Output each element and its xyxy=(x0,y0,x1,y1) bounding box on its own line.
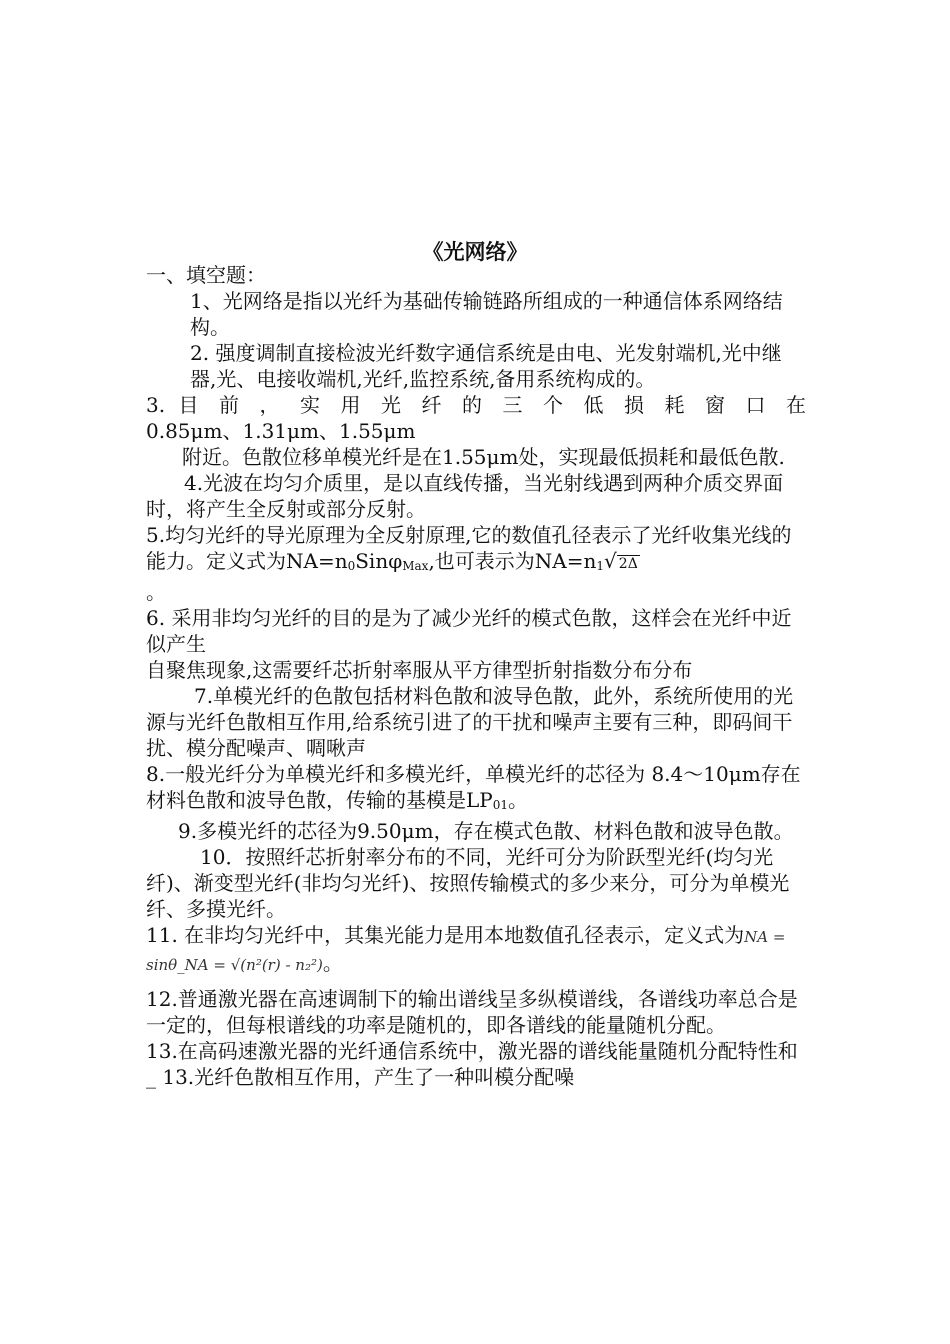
question-1: 1、光网络是指以光纤为基础传输链路所组成的一种通信体系网络结构。 xyxy=(190,289,783,339)
question-6-line-2: 自聚焦现象,这需要纤芯折射率服从平方律型折射指数分布分布 xyxy=(146,658,693,682)
q5-subscript-max: Max xyxy=(402,559,429,573)
question-4: 4.光波在均匀介质里，是以直线传播，当光射线遇到两种介质交界面时，将产生全反射或部分反射。 xyxy=(146,471,784,521)
q5-subscript-1: 1 xyxy=(596,559,605,573)
q5-tail: ,也可表示为NA=n xyxy=(428,549,597,573)
q8-end: 。 xyxy=(508,788,529,812)
q5-text: 5.均匀光纤的导光原理为全反射原理,它的数值孔径表示了光纤收集光线的能力。定义式为NA=n xyxy=(146,523,792,573)
question-8 xyxy=(146,761,806,818)
question-5 xyxy=(146,522,806,605)
document-body xyxy=(146,262,806,1090)
question-7: 7.单模光纤的色散包括材料色散和波导色散，此外，系统所使用的光源与光纤色散相互作用,给系统引进了的干扰和噪声主要有三种，即码间干扰、模分配噪声、啁啾声 xyxy=(146,684,794,760)
q5-subscript-0: 0 xyxy=(347,559,356,573)
question-3-line-1: 3. 目 前 ， 实 用 光 纤 的 三 个 低 损 耗 窗 口 在 xyxy=(146,393,806,417)
question-6-line-1: 6. 采用非均匀光纤的目的是为了减少光纤的模式色散，这样会在光纤中近似产生 xyxy=(146,606,792,656)
q8-subscript: 01 xyxy=(492,798,509,812)
question-12: 12.普通激光器在高速调制下的输出谱线呈多纵模谱线，各谱线功率总合是一定的，但每根谱线的功率是随机的，即各谱线的能量随机分配。 xyxy=(146,987,798,1037)
q8-text: 8.一般光纤分为单模光纤和多模光纤，单模光纤的芯径为 8.4～10μm存在材料色散和波导色散，传输的基模是LP xyxy=(146,762,801,812)
document-title: 《光网络》 xyxy=(422,239,528,264)
question-9: 9.多模光纤的芯径为9.50μm，存在模式色散、材料色散和波导色散。 xyxy=(178,819,794,843)
question-3-line-3: 附近。色散位移单模光纤是在1.55μm处，实现最低损耗和最低色散. xyxy=(182,445,785,469)
spacer xyxy=(146,978,806,986)
question-10: 10．按照纤芯折射率分布的不同，光纤可分为阶跃型光纤(均匀光纤)、渐变型光纤(非均匀光纤)、按照传输模式的多少来分，可分为单模光纤、多摸光纤。 xyxy=(146,845,790,921)
q5-end: 。 xyxy=(146,580,166,604)
q11-end: 。 xyxy=(322,951,343,975)
q5-mid: Sinφ xyxy=(355,549,403,573)
section-heading: 一、填空题： xyxy=(146,263,266,287)
question-13: 13.在高码速激光器的光纤通信系统中，激光器的谱线能量随机分配特性和_ 13.光纤色散相互作用，产生了一种叫模分配噪 xyxy=(146,1039,798,1089)
sqrt-icon: √ xyxy=(604,549,617,573)
question-3-line-2: 0.85μm、1.31μm、1.55μm xyxy=(146,419,416,443)
question-2: 2. 强度调制直接检波光纤数字通信系统是由电、光发射端机,光中继器,光、电接收端机,光纤,监控系统,备用系统构成的。 xyxy=(190,341,782,391)
q5-sqrt-expression: 2Δ xyxy=(618,556,638,572)
q11-text: 11. 在非均匀光纤中，其集光能力是用本地数值孔径表示，定义式为 xyxy=(146,923,745,947)
q11-formula: NA = sinθ_NA = √(n²(r) - n₂²) xyxy=(146,928,786,974)
question-11 xyxy=(146,922,806,978)
